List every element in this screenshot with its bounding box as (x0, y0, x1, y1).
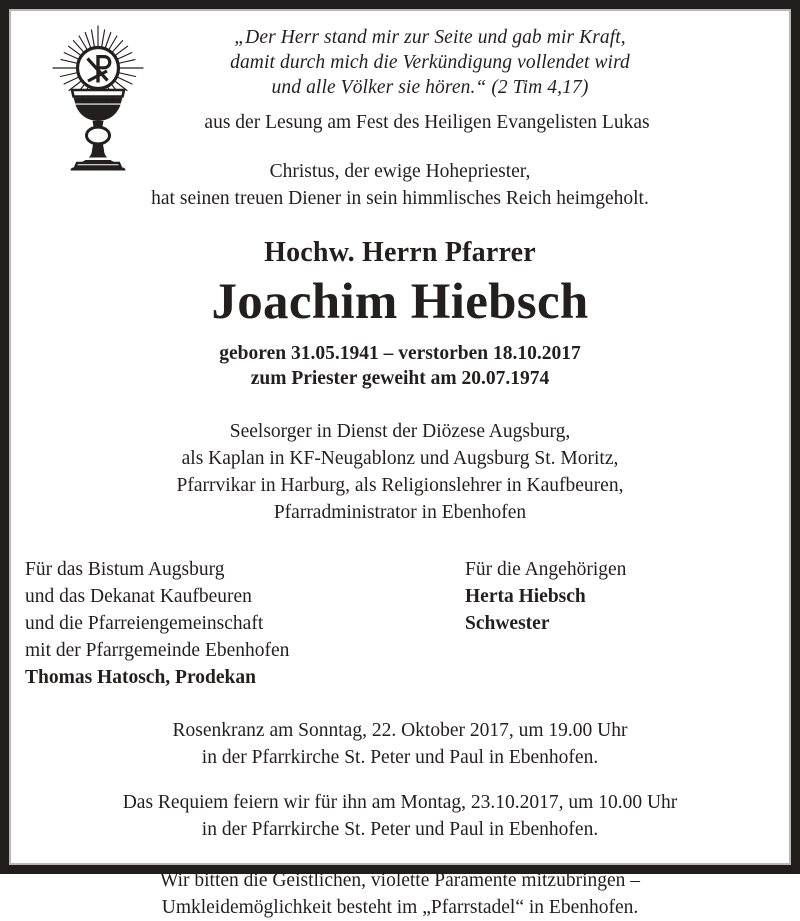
introduction-text (11, 158, 789, 212)
career-line-4: Pfarradministrator in Ebenhofen (273, 502, 527, 523)
institution-line-2: und das Dekanat Kaufbeuren (25, 586, 252, 607)
closing-line-1: Wir bitten die Geistlichen, violette Paramente mitzubringen – (159, 870, 641, 891)
quote-line-3: und alle Völker sie hören.“ (2 Tim 4,17) (271, 77, 589, 98)
intro-line-2: hat seinen treuen Diener in sein himmlisches Reich heimgeholt. (151, 188, 649, 209)
quote-line-1: „Der Herr stand mir zur Seite und gab mir Kraft, (234, 27, 626, 48)
quote-line-2: damit durch mich die Verkündigung vollendet wird (230, 52, 630, 73)
life-dates (11, 341, 789, 391)
family-heading: Für die Angehörigen (465, 559, 627, 580)
closing-line-2: Umkleidemöglichkeit besteht im „Pfarrstadel“ in Ebenhofen. (161, 897, 639, 918)
quote-source: aus der Lesung am Fest des Heiligen Evangelisten Lukas (204, 112, 650, 133)
institution-mourners (25, 556, 465, 691)
rosary-service (11, 717, 789, 771)
family-member-relation: Schwester (465, 613, 550, 634)
requiem-line-2: in der Pfarrkirche St. Peter und Paul in Ebenhofen. (201, 819, 599, 840)
requiem-line-1: Das Requiem feiern wir für ihn am Montag, 23.10.2017, um 10.00 Uhr (122, 792, 678, 813)
intro-line-1: Christus, der ewige Hohepriester, (269, 161, 531, 182)
ordination-date: zum Priester geweiht am 20.07.1974 (250, 368, 550, 389)
rosary-line-1: Rosenkranz am Sonntag, 22. Oktober 2017, um 19.00 Uhr (172, 720, 628, 741)
institution-line-3: und die Pfarreiengemeinschaft (25, 613, 264, 634)
service-details (11, 717, 789, 843)
family-member-name: Herta Hiebsch (465, 586, 586, 607)
family-mourners (465, 556, 775, 637)
closing-request (11, 867, 789, 921)
mourners-section (11, 556, 789, 691)
prodekan-name: Thomas Hatosch, Prodekan (25, 667, 256, 688)
institution-line-4: mit der Pfarrgemeinde Ebenhofen (25, 640, 290, 661)
career-line-2: als Kaplan in KF-Neugablonz und Augsburg St. Moritz, (181, 448, 619, 469)
notice-card (11, 11, 789, 918)
career-summary (11, 418, 789, 526)
notice-content (11, 11, 789, 921)
career-line-3: Pfarrvikar in Harburg, als Religionslehrer in Kaufbeuren, (176, 475, 624, 496)
institution-line-1: Für das Bistum Augsburg (25, 559, 225, 580)
career-line-1: Seelsorger in Dienst der Diözese Augsburg, (229, 421, 571, 442)
deceased-name: Joachim Hiebsch (211, 274, 589, 330)
requiem-service (11, 789, 789, 843)
rosary-line-2: in der Pfarrkirche St. Peter und Paul in Ebenhofen. (201, 747, 599, 768)
honorific-title: Hochw. Herrn Pfarrer (264, 237, 536, 268)
scripture-quote (120, 25, 680, 100)
birth-death-dates: geboren 31.05.1941 – verstorben 18.10.2017 (219, 343, 581, 364)
